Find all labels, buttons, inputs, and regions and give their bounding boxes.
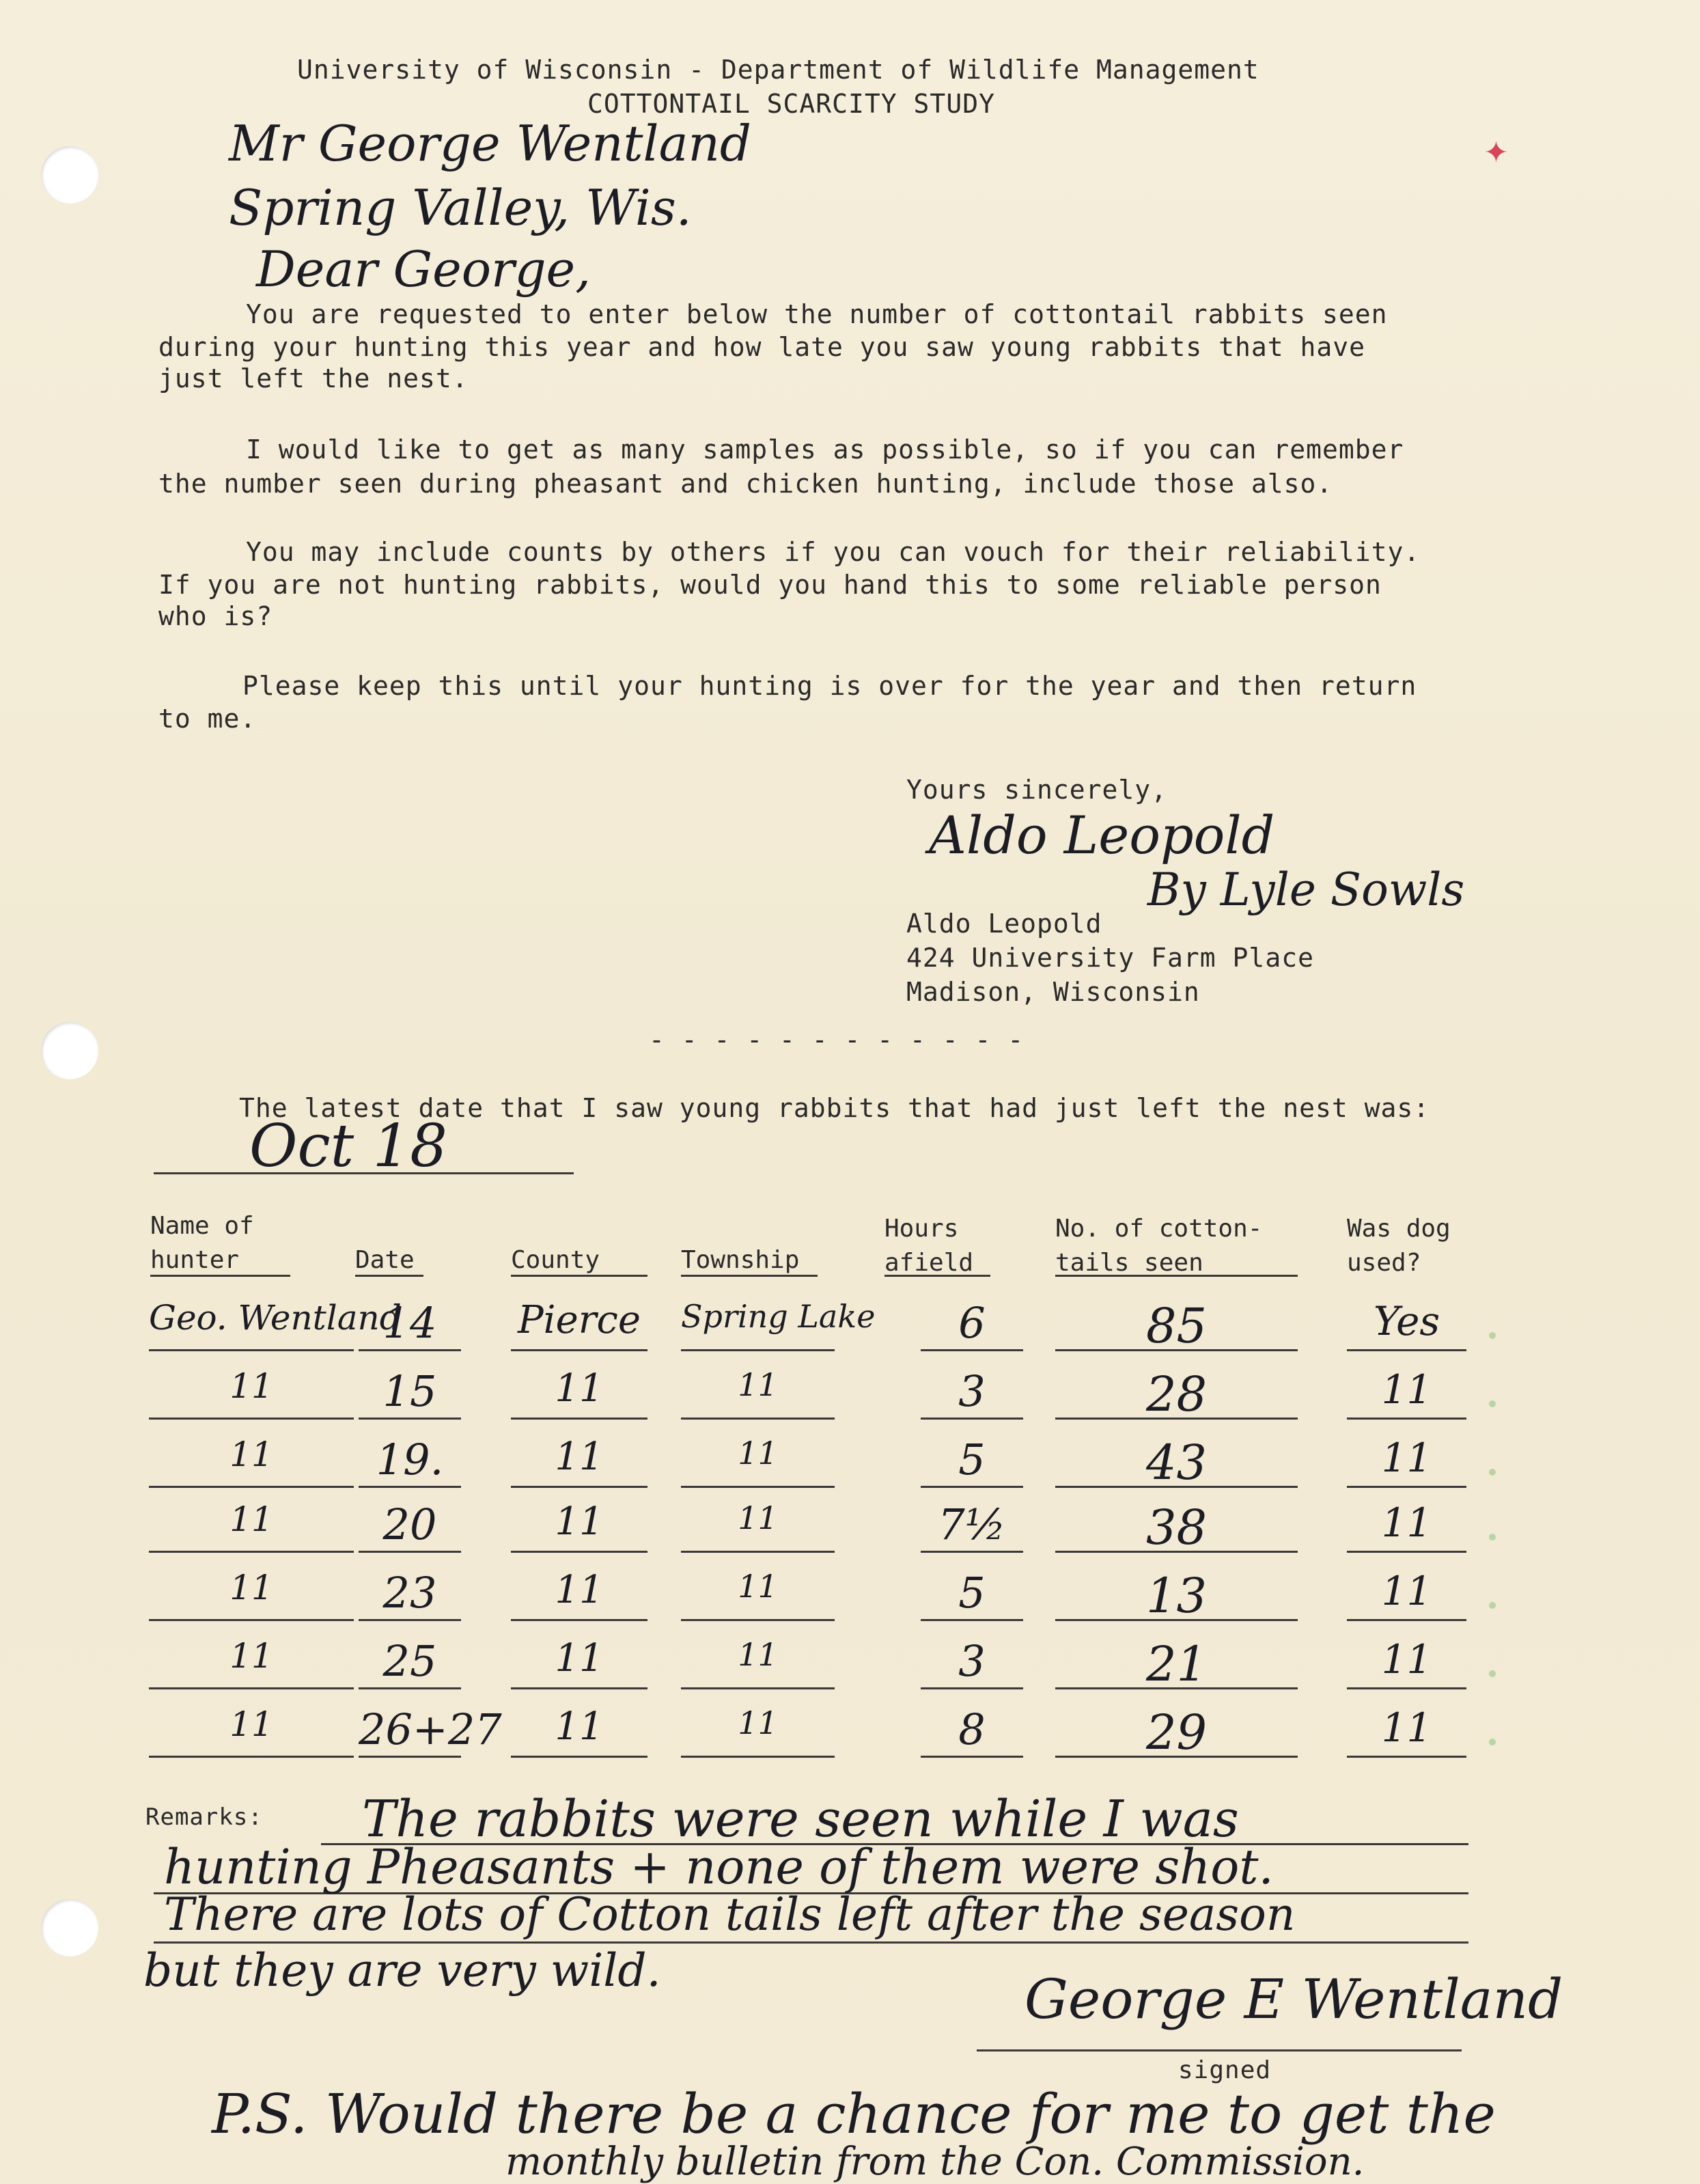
margin-dot (1489, 1469, 1496, 1476)
table-cell-underline (511, 1756, 647, 1758)
table-cell-seen[interactable]: 43 (1145, 1435, 1208, 1491)
col-dog-header: Was dog used? (1347, 1215, 1451, 1277)
signature-sowls: By Lyle Sowls (1147, 863, 1465, 916)
col-hours-underline (884, 1275, 990, 1277)
table-cell-underline (511, 1486, 647, 1488)
table-cell-underline (921, 1619, 1023, 1621)
table-cell-dog[interactable]: 11 (1381, 1435, 1432, 1481)
latest-date-value[interactable]: Oct 18 (249, 1112, 447, 1180)
remarks-text-2[interactable]: hunting Pheasants + none of them were shot. (164, 1839, 1274, 1895)
signer-address-1: 424 University Farm Place (906, 943, 1314, 973)
col-seen-underline (1055, 1275, 1298, 1277)
table-cell-underline (681, 1756, 835, 1758)
postscript-line-2: monthly bulletin from the Con. Commission. (505, 2140, 1365, 2184)
table-cell-underline (681, 1551, 835, 1553)
table-cell-underline (921, 1486, 1023, 1488)
table-cell-hunter[interactable]: 11 (229, 1568, 273, 1607)
separator: - - - - - - - - - - - - (649, 1025, 1025, 1055)
table-cell-underline (1055, 1418, 1298, 1420)
table-cell-township[interactable]: 11 (738, 1435, 778, 1471)
signed-label: signed (1178, 2056, 1272, 2084)
table-cell-underline (359, 1349, 461, 1351)
table-cell-date[interactable]: 25 (382, 1636, 437, 1686)
table-cell-hours[interactable]: 3 (958, 1366, 986, 1416)
recipient-name: Mr George Wentland (229, 115, 751, 172)
study-title: COTTONTAIL SCARCITY STUDY (587, 89, 995, 119)
body-p4-line1: Please keep this until your hunting is over for the year and then return (242, 671, 1417, 701)
body-p3-line1: You may include counts by others if you can vouch for their reliability. (246, 537, 1421, 567)
table-cell-underline (1055, 1486, 1298, 1488)
table-cell-dog[interactable]: Yes (1373, 1298, 1440, 1344)
table-cell-dog[interactable]: 11 (1381, 1499, 1432, 1546)
body-p1-line1: You are requested to enter below the number of cottontail rabbits seen (246, 299, 1388, 329)
table-cell-county[interactable]: 11 (555, 1636, 604, 1681)
table-cell-underline (149, 1687, 354, 1689)
col-township-header: Township (681, 1246, 800, 1274)
table-cell-date[interactable]: 15 (382, 1366, 437, 1416)
table-cell-underline (359, 1619, 461, 1621)
valediction: Yours sincerely, (906, 775, 1168, 805)
margin-dot (1489, 1739, 1496, 1745)
table-cell-dog[interactable]: 11 (1381, 1636, 1432, 1683)
table-cell-underline (511, 1619, 647, 1621)
punch-hole-bottom (41, 1899, 98, 1957)
table-cell-underline (921, 1349, 1023, 1351)
hunter-signature: George E Wentland (1025, 1967, 1563, 2031)
table-cell-hunter[interactable]: 11 (229, 1704, 273, 1744)
margin-dot (1489, 1332, 1496, 1339)
col-seen-header: No. of cotton- tails seen (1055, 1215, 1263, 1277)
table-cell-underline (359, 1418, 461, 1420)
table-cell-underline (681, 1619, 835, 1621)
table-cell-hours[interactable]: 5 (958, 1435, 986, 1484)
table-cell-underline (1055, 1756, 1298, 1758)
table-cell-underline (681, 1418, 835, 1420)
col-county-header: County (511, 1246, 600, 1274)
table-cell-seen[interactable]: 13 (1145, 1568, 1208, 1624)
body-p1-line3: just left the nest. (158, 363, 469, 393)
table-cell-date[interactable]: 26+27 (359, 1704, 502, 1754)
table-cell-underline (359, 1756, 461, 1758)
table-cell-township[interactable]: 11 (738, 1366, 778, 1403)
table-cell-underline (1055, 1619, 1298, 1621)
body-p4-line2: to me. (158, 704, 257, 734)
table-cell-underline (511, 1687, 647, 1689)
table-cell-underline (921, 1418, 1023, 1420)
table-cell-county[interactable]: 11 (555, 1366, 604, 1411)
table-cell-dog[interactable]: 11 (1381, 1366, 1432, 1413)
table-cell-underline (149, 1756, 354, 1758)
punch-hole-top (41, 146, 98, 204)
table-cell-underline (359, 1551, 461, 1553)
table-cell-underline (359, 1486, 461, 1488)
col-date-underline (355, 1275, 423, 1277)
table-cell-seen[interactable]: 38 (1145, 1499, 1208, 1556)
table-cell-underline (149, 1349, 354, 1351)
table-cell-county[interactable]: 11 (555, 1704, 604, 1749)
signer-address-2: Madison, Wisconsin (906, 977, 1200, 1007)
margin-dot (1489, 1602, 1496, 1609)
remarks-text-1[interactable]: The rabbits were seen while I was (362, 1790, 1239, 1849)
table-cell-underline (149, 1486, 354, 1488)
table-cell-hours[interactable]: 7½ (938, 1499, 1006, 1549)
col-hunter-header: Name of hunter (150, 1212, 254, 1274)
table-cell-underline (1347, 1486, 1466, 1488)
col-county-underline (511, 1275, 647, 1277)
table-cell-county[interactable]: 11 (555, 1568, 604, 1612)
table-cell-underline (1347, 1687, 1466, 1689)
table-cell-underline (1055, 1551, 1298, 1553)
body-p2-line2: the number seen during pheasant and chicken hunting, include those also. (158, 469, 1333, 499)
margin-dot (1489, 1400, 1496, 1407)
remarks-line-3 (154, 1941, 1468, 1944)
table-cell-underline (1347, 1756, 1466, 1758)
table-cell-seen[interactable]: 21 (1145, 1636, 1208, 1692)
table-cell-township[interactable]: 11 (738, 1636, 778, 1673)
table-cell-underline (1347, 1551, 1466, 1553)
table-cell-underline (681, 1486, 835, 1488)
table-cell-underline (149, 1551, 354, 1553)
table-cell-hunter[interactable]: 11 (229, 1636, 273, 1676)
table-cell-township[interactable]: Spring Lake (681, 1298, 876, 1335)
signer-name: Aldo Leopold (906, 909, 1102, 939)
table-cell-county[interactable]: 11 (555, 1435, 604, 1479)
table-cell-dog[interactable]: 11 (1381, 1568, 1432, 1614)
table-cell-underline (149, 1619, 354, 1621)
body-p3-line3: who is? (158, 601, 273, 631)
margin-dot (1489, 1534, 1496, 1540)
body-p3-line2: If you are not hunting rabbits, would you hand this to some reliable person (158, 570, 1382, 600)
margin-dot (1489, 1670, 1496, 1677)
table-cell-underline (511, 1551, 647, 1553)
latest-date-prompt: The latest date that I saw young rabbits that had just left the nest was: (239, 1093, 1430, 1123)
table-cell-dog[interactable]: 11 (1381, 1704, 1432, 1751)
table-cell-hours[interactable]: 3 (958, 1636, 986, 1686)
table-cell-county[interactable]: 11 (555, 1499, 604, 1544)
col-date-header: Date (355, 1246, 415, 1274)
remarks-label: Remarks: (145, 1803, 263, 1831)
remarks-text-4[interactable]: but they are very wild. (143, 1944, 661, 1997)
table-cell-date[interactable]: 19. (376, 1435, 444, 1484)
punch-hole-middle (41, 1022, 98, 1079)
table-cell-underline (681, 1687, 835, 1689)
red-mark-icon: ✦ (1483, 135, 1509, 170)
table-cell-underline (359, 1687, 461, 1689)
table-cell-date[interactable]: 23 (382, 1568, 437, 1618)
signature-leopold: Aldo Leopold (929, 805, 1275, 866)
table-cell-seen[interactable]: 85 (1145, 1298, 1208, 1354)
table-cell-hours[interactable]: 6 (958, 1298, 986, 1348)
table-cell-township[interactable]: 11 (738, 1704, 778, 1741)
table-cell-underline (511, 1418, 647, 1420)
table-cell-township[interactable]: 11 (738, 1499, 778, 1536)
table-cell-underline (1347, 1418, 1466, 1420)
table-cell-underline (1347, 1349, 1466, 1351)
table-cell-township[interactable]: 11 (738, 1568, 778, 1605)
table-cell-underline (681, 1349, 835, 1351)
table-cell-underline (1347, 1619, 1466, 1621)
col-township-underline (681, 1275, 818, 1277)
table-cell-underline (511, 1349, 647, 1351)
table-cell-hunter[interactable]: 11 (229, 1366, 273, 1406)
table-cell-hunter[interactable]: Geo. Wentland (149, 1298, 402, 1338)
salutation: Dear George, (256, 240, 591, 298)
table-cell-hunter[interactable]: 11 (229, 1499, 273, 1539)
table-cell-underline (1055, 1687, 1298, 1689)
table-cell-underline (921, 1551, 1023, 1553)
signature-line (977, 2049, 1462, 2051)
table-cell-underline (1055, 1349, 1298, 1351)
table-cell-seen[interactable]: 29 (1145, 1704, 1208, 1760)
table-cell-underline (149, 1418, 354, 1420)
table-cell-underline (921, 1687, 1023, 1689)
body-p1-line2: during your hunting this year and how late you saw young rabbits that have (158, 332, 1365, 362)
table-cell-date[interactable]: 14 (382, 1298, 437, 1348)
table-cell-hunter[interactable]: 11 (229, 1435, 273, 1474)
institution-heading: University of Wisconsin - Department of Wildlife Management (297, 55, 1259, 85)
body-p2-line1: I would like to get as many samples as possible, so if you can remember (246, 434, 1404, 465)
col-hours-header: Hours afield (884, 1215, 974, 1277)
postscript-line-1: P.S. Would there be a chance for me to get the (212, 2082, 1496, 2146)
table-cell-underline (921, 1756, 1023, 1758)
table-cell-hours[interactable]: 8 (958, 1704, 986, 1754)
remarks-text-3[interactable]: There are lots of Cotton tails left after the season (164, 1888, 1296, 1941)
table-cell-hours[interactable]: 5 (958, 1568, 986, 1618)
table-cell-county[interactable]: Pierce (517, 1298, 641, 1342)
table-cell-seen[interactable]: 28 (1145, 1366, 1208, 1422)
table-cell-date[interactable]: 20 (382, 1499, 437, 1549)
col-hunter-underline (150, 1275, 290, 1277)
recipient-place: Spring Valley, Wis. (229, 179, 692, 236)
